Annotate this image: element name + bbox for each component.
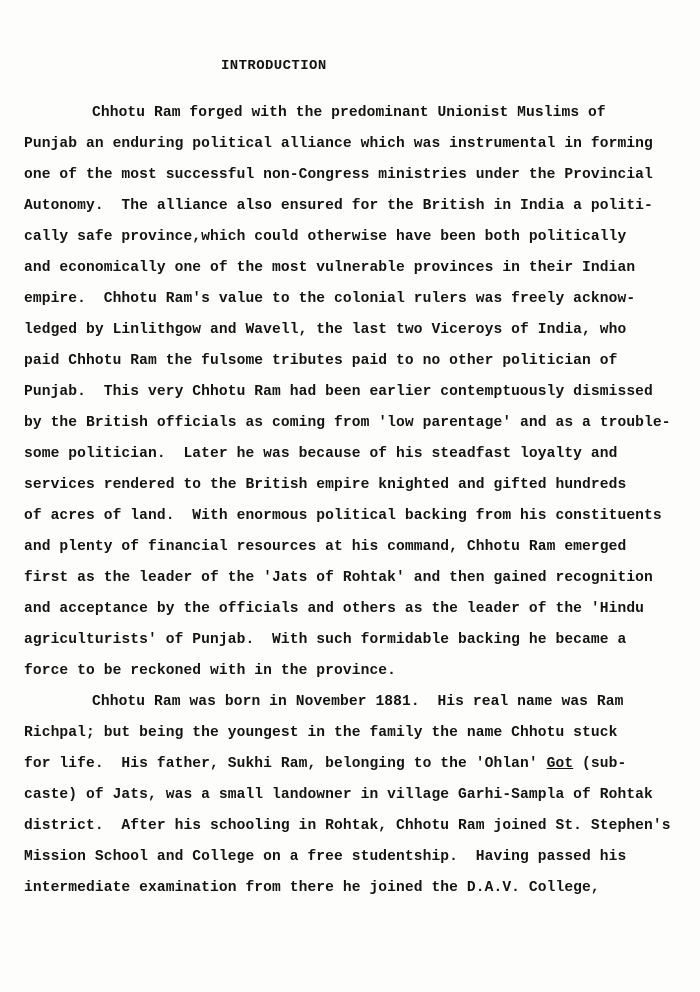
text-line: Mission School and College on a free studentship. Having passed his (24, 849, 627, 865)
text-line: Punjab. This very Chhotu Ram had been earlier contemptuously dismissed (24, 384, 653, 400)
text-line: Chhotu Ram forged with the predominant Unionist Muslims of (92, 105, 606, 121)
text-line: intermediate examination from there he joined the D.A.V. College, (24, 880, 600, 896)
text-line: Chhotu Ram was born in November 1881. His real name was Ram (92, 694, 624, 710)
text-line: services rendered to the British empire knighted and gifted hundreds (24, 477, 627, 493)
text-line: Punjab an enduring political alliance which was instrumental in forming (24, 136, 653, 152)
text-segment: (sub- (573, 756, 627, 772)
underlined-word: Got (546, 756, 574, 772)
text-segment: for life. His father, Sukhi Ram, belonging to the 'Ohlan' (24, 756, 547, 772)
text-line: district. After his schooling in Rohtak, Chhotu Ram joined St. Stephen's (24, 818, 671, 834)
text-line: ledged by Linlithgow and Wavell, the last two Viceroys of India, who (24, 322, 627, 338)
text-line: and acceptance by the officials and others as the leader of the 'Hindu (24, 601, 645, 617)
text-line: agriculturists' of Punjab. With such formidable backing he became a (24, 632, 627, 648)
text-line: Richpal; but being the youngest in the family the name Chhotu stuck (24, 725, 618, 741)
text-line: one of the most successful non-Congress ministries under the Provincial (24, 167, 653, 183)
text-line: of acres of land. With enormous political backing from his constituents (24, 508, 662, 524)
text-line: and economically one of the most vulnerable provinces in their Indian (24, 260, 636, 276)
text-line: first as the leader of the 'Jats of Rohtak' and then gained recognition (24, 570, 653, 586)
text-line (24, 756, 626, 772)
text-line: empire. Chhotu Ram's value to the colonial rulers was freely acknow- (24, 291, 636, 307)
text-line: paid Chhotu Ram the fulsome tributes paid to no other politician of (24, 353, 618, 369)
text-line: force to be reckoned with in the province. (24, 663, 397, 679)
text-line: cally safe province,which could otherwise have been both politically (24, 229, 627, 245)
text-line: and plenty of financial resources at his command, Chhotu Ram emerged (24, 539, 627, 555)
text-line: by the British officials as coming from 'low parentage' and as a trouble- (24, 415, 671, 431)
text-line: some politician. Later he was because of his steadfast loyalty and (24, 446, 618, 462)
text-line: caste) of Jats, was a small landowner in village Garhi-Sampla of Rohtak (24, 787, 653, 803)
text-line: Autonomy. The alliance also ensured for the British in India a politi- (24, 198, 653, 214)
page-title: INTRODUCTION (221, 58, 327, 74)
